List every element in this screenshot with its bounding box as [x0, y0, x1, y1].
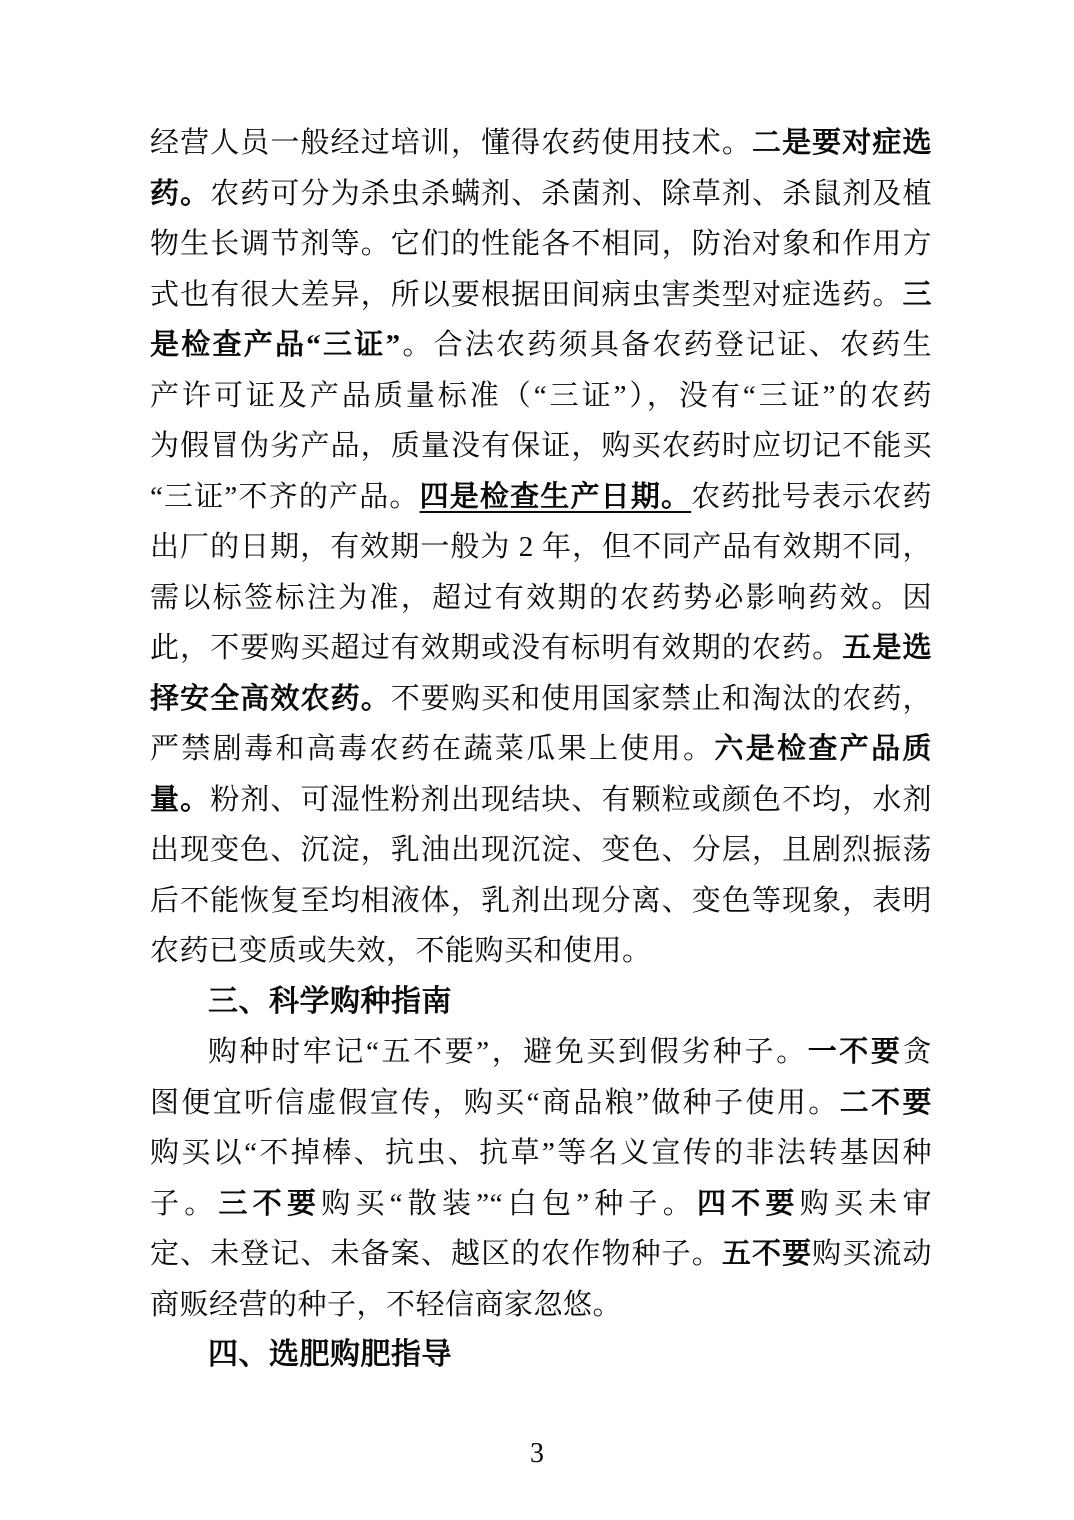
- text-line: [150, 219, 932, 270]
- text-line: [150, 1027, 932, 1078]
- body-text: 式也有很大差异，所以要根据田间病虫害类型对症选药。: [150, 278, 903, 311]
- body-text: 为假冒伪劣产品，质量没有保证，购买农药时应切记不能买: [150, 430, 932, 462]
- body-text: 农药可分为杀虫杀螨剂、杀菌剂、除草剂、杀鼠剂及植: [210, 177, 932, 210]
- body-text: 严禁剧毒和高毒农药在蔬菜瓜果上使用。: [150, 733, 715, 765]
- body-text: 不要购买和使用国家禁止和淘汰的农药，: [390, 682, 932, 715]
- body-text: 粉剂、可湿性粉剂出现结块、有颗粒或颜色不均，水剂: [210, 783, 932, 816]
- text-line: [150, 118, 932, 169]
- emphasis-text: 四、选肥购肥指导: [208, 1338, 452, 1371]
- body-text: 需以标签标注为准，超过有效期的农药势必影响药效。因: [150, 581, 932, 614]
- text-line: [150, 472, 932, 523]
- body-text: 出厂的日期，有效期一般为 2 年，但不同产品有效期不同，: [150, 531, 932, 563]
- emphasis-text: 六是检查产品质: [714, 733, 932, 765]
- text-line: [150, 876, 932, 927]
- text-line: [150, 825, 932, 876]
- page-number: 3: [530, 1438, 544, 1469]
- body-text: 购种时牢记“五不要”，避免买到假劣种子。: [208, 1036, 808, 1068]
- body-text: 购买“散装”“白包”种子。: [321, 1187, 698, 1220]
- emphasis-text: 五不要: [721, 1238, 813, 1270]
- emphasis-text: 择安全高效农药。: [150, 682, 391, 715]
- text-line: [150, 623, 932, 674]
- body-text: 商贩经营的种子，不轻信商家忽悠。: [150, 1288, 623, 1321]
- body-text: 图便宜听信虚假宣传，购买“商品粮”做种子使用。: [150, 1086, 840, 1119]
- text-line: [150, 573, 932, 624]
- body-text: 物生长调节剂等。它们的性能各不相同，防治对象和作用方: [150, 228, 932, 260]
- body-text: 经营人员一般经过培训，懂得农药使用技术。: [150, 127, 752, 159]
- text-line: [150, 1280, 932, 1331]
- emphasis-text: 三: [902, 278, 932, 311]
- emphasis-text: 是检查产品“三证”: [150, 329, 401, 361]
- emphasis-text: 药。: [150, 177, 211, 210]
- emphasis-text: 二是要对症选: [751, 127, 932, 159]
- emphasis-text: 三、科学购种指南: [208, 984, 452, 1018]
- text-line: [150, 1128, 932, 1179]
- body-text: “三证”不齐的产品。: [150, 480, 420, 513]
- text-line: [150, 522, 932, 573]
- body-text: 购买以“不掉棒、抗虫、抗草”等名义宣传的非法转基因种: [150, 1137, 932, 1169]
- text-line: [150, 169, 932, 220]
- body-text: 农药已变质或失效，不能购买和使用。: [150, 935, 652, 967]
- text-line: [150, 320, 932, 371]
- text-line: [150, 1179, 932, 1230]
- section-heading: [150, 1330, 932, 1381]
- body-text: 出现变色、沉淀，乳油出现沉淀、变色、分层，且剧烈振荡: [150, 834, 932, 866]
- text-line: [150, 674, 932, 725]
- text-line: [150, 421, 932, 472]
- body-text: 。合法农药须具备农药登记证、农药生: [400, 329, 932, 361]
- emphasis-text: 四是检查生产日期。: [419, 480, 692, 513]
- body-text: 农药批号表示农药: [691, 480, 932, 513]
- body-text: 子。: [150, 1187, 219, 1220]
- emphasis-text: 一不要: [807, 1036, 903, 1068]
- body-text: 定、未登记、未备案、越区的农作物种子。: [150, 1238, 722, 1270]
- body-text: 购买流动: [812, 1238, 932, 1270]
- text-block: [150, 118, 932, 1381]
- emphasis-text: 二不要: [839, 1086, 932, 1119]
- text-line: [150, 1229, 932, 1280]
- emphasis-text: 量。: [150, 783, 211, 816]
- body-text: 此，不要购买超过有效期或没有标明有效期的农药。: [150, 632, 843, 664]
- text-line: [150, 371, 932, 422]
- text-line: [150, 775, 932, 826]
- text-line: [150, 270, 932, 321]
- body-text: 贪: [902, 1036, 932, 1068]
- section-heading: [150, 977, 932, 1028]
- body-text: 购买未审: [799, 1187, 932, 1220]
- text-line: [150, 926, 932, 977]
- body-text: 产许可证及产品质量标准（“三证”），没有“三证”的农药: [150, 379, 932, 412]
- text-line: [150, 1078, 932, 1129]
- body-text: 后不能恢复至均相液体，乳剂出现分离、变色等现象，表明: [150, 884, 932, 917]
- emphasis-text: 四不要: [697, 1187, 800, 1220]
- emphasis-text: 五是选: [842, 632, 932, 664]
- text-line: [150, 724, 932, 775]
- emphasis-text: 三不要: [218, 1187, 322, 1220]
